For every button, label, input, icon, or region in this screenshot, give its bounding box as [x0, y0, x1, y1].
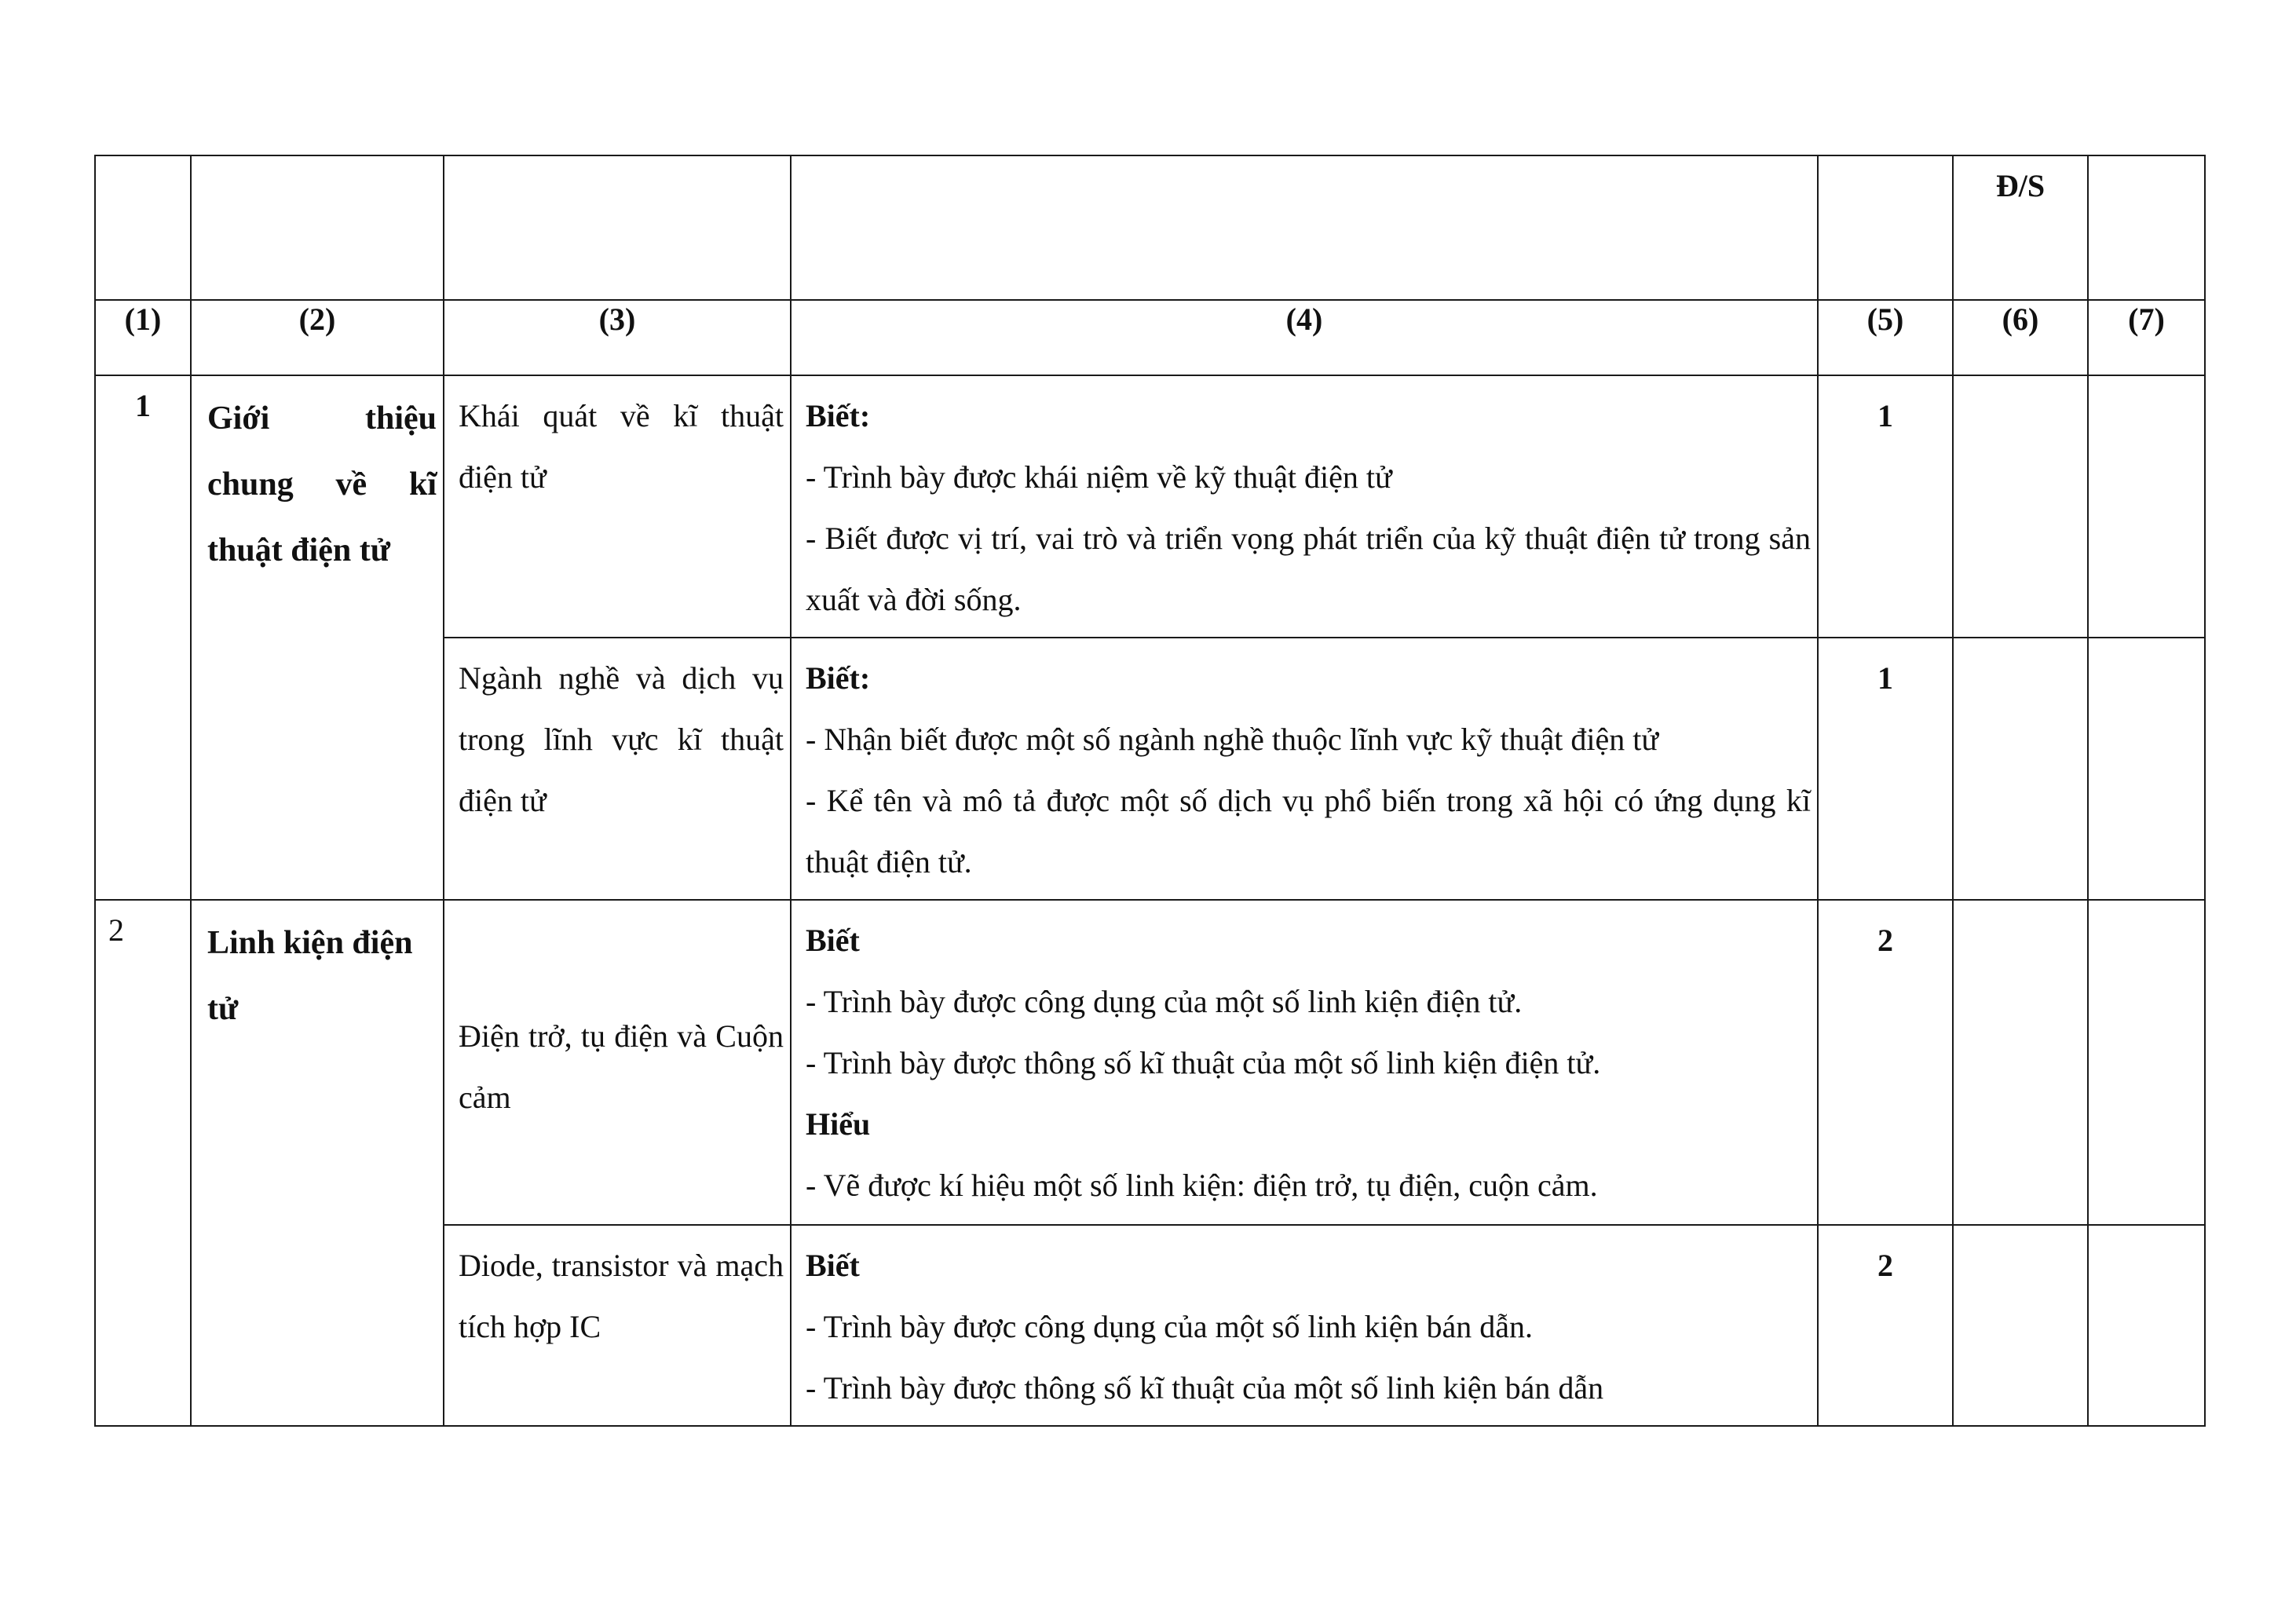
- requirement-cell: [791, 900, 1818, 1225]
- question-count: 2: [1818, 900, 1953, 1225]
- matrix-table: [94, 155, 2206, 1427]
- header-row-numbers: [95, 300, 2205, 375]
- empty-cell: [1953, 1225, 2088, 1426]
- requirement-line: - Vẽ được kí hiệu một số linh kiện: điện trở, tụ điện, cuộn cảm.: [806, 1168, 1598, 1203]
- requirement-line: - Biết được vị trí, vai trò và triển vọng phát triển của kỹ thuật điện tử trong sản xuất và đời sống.: [806, 521, 1811, 617]
- question-count: 1: [1818, 375, 1953, 638]
- col-number: (1): [95, 300, 191, 375]
- empty-cell: [2088, 900, 2205, 1225]
- col-number: (6): [1953, 300, 2088, 375]
- content-unit: Ngành nghề và dịch vụ trong lĩnh vực kĩ thuật điện tử: [444, 638, 791, 900]
- header-cell-empty: [1818, 155, 1953, 300]
- content-unit: Điện trở, tụ điện và Cuộn cảm: [444, 900, 791, 1225]
- requirement-line: - Kể tên và mô tả được một số dịch vụ phổ biến trong xã hội có ứng dụng kĩ thuật điện tử.: [806, 783, 1811, 879]
- level-label: Biết:: [806, 660, 871, 696]
- question-count: 1: [1818, 638, 1953, 900]
- header-row-top: [95, 155, 2205, 300]
- header-cell-empty: [95, 155, 191, 300]
- empty-cell: [1953, 900, 2088, 1225]
- col-number: (3): [444, 300, 791, 375]
- table-row: [95, 900, 2205, 1225]
- empty-cell: [2088, 638, 2205, 900]
- col-number: (5): [1818, 300, 1953, 375]
- col-number: (7): [2088, 300, 2205, 375]
- requirement-cell: [791, 638, 1818, 900]
- header-cell-empty: [2088, 155, 2205, 300]
- header-ds-label: Đ/S: [1953, 155, 2088, 300]
- empty-cell: [1953, 638, 2088, 900]
- col-number: (4): [791, 300, 1818, 375]
- question-count: 2: [1818, 1225, 1953, 1426]
- header-cell-empty: [191, 155, 444, 300]
- requirement-line: - Trình bày được công dụng của một số linh kiện điện tử.: [806, 984, 1523, 1019]
- level-label: Biết: [806, 1248, 860, 1283]
- empty-cell: [1953, 375, 2088, 638]
- topic-name: Linh kiện điện tử: [191, 900, 444, 1426]
- content-unit: Khái quát về kĩ thuật điện tử: [444, 375, 791, 638]
- level-label: Biết:: [806, 398, 871, 433]
- level-label: Hiểu: [806, 1106, 871, 1142]
- requirement-line: - Trình bày được thông số kĩ thuật của một số linh kiện điện tử.: [806, 1045, 1601, 1080]
- topic-name: Giới thiệu chung về kĩ thuật điện tử: [191, 375, 444, 900]
- requirement-line: - Nhận biết được một số ngành nghề thuộc lĩnh vực kỹ thuật điện tử: [806, 722, 1658, 757]
- content-unit: Diode, transistor và mạch tích hợp IC: [444, 1225, 791, 1426]
- requirement-line: - Trình bày được thông số kĩ thuật của một số linh kiện bán dẫn: [806, 1370, 1604, 1406]
- col-number: (2): [191, 300, 444, 375]
- level-label: Biết: [806, 923, 860, 958]
- row-number: 2: [95, 900, 191, 1426]
- requirement-line: - Trình bày được công dụng của một số linh kiện bán dẫn.: [806, 1309, 1534, 1344]
- empty-cell: [2088, 1225, 2205, 1426]
- requirement-line: - Trình bày được khái niệm về kỹ thuật điện tử: [806, 459, 1392, 495]
- header-cell-empty: [791, 155, 1818, 300]
- table-row: [95, 375, 2205, 638]
- empty-cell: [2088, 375, 2205, 638]
- requirement-cell: [791, 375, 1818, 638]
- requirement-cell: [791, 1225, 1818, 1426]
- header-cell-empty: [444, 155, 791, 300]
- row-number: 1: [95, 375, 191, 900]
